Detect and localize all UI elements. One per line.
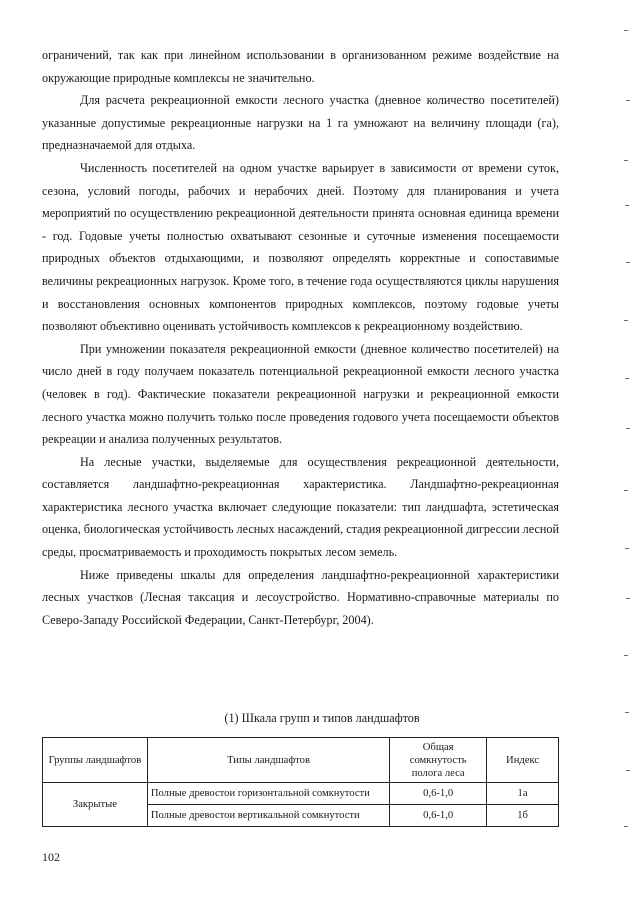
cell-type: Полные древостои горизонтальной сомкнутости: [147, 783, 389, 805]
paragraph-4: При умножении показателя рекреационной емкости (дневное количество посетителей) на число дней в году получаем показатель потенциальной рекреационной емкости лесного участка (человек в год). Фактические показатели рекреационной нагрузки и рекреационной емкости лесного участка можно получить только после проведения годового учета посещаемости объектов рекреации и анализа полученных результатов.: [42, 341, 559, 447]
paragraph-2: Для расчета рекреационной емкости лесного участка (дневное количество посетителей) указанные допустимые рекреационные нагрузки на 1 га умножают на величину площади (га), предназначаемой для отдыха.: [42, 93, 559, 153]
header-group: Группы ландшафтов: [43, 738, 148, 783]
table-row: [43, 783, 559, 805]
page-number: 102: [42, 850, 60, 864]
header-type: Типы ландшафтов: [147, 738, 389, 783]
cell-index: 1б: [487, 805, 559, 827]
landscape-scale-table: [42, 737, 559, 827]
paragraph-6: Ниже приведены шкалы для определения ландшафтно-рекреационной характеристики лесных участков (Лесная таксация и лесоустройство. Нормативно-справочные материалы по Северо-Западу Российской Федерации, Санкт-Петербург, 2004).: [42, 567, 559, 627]
cell-index: 1а: [487, 783, 559, 805]
header-closure: Общая сомкнутость полога леса: [390, 738, 487, 783]
header-index: Индекс: [487, 738, 559, 783]
cell-type: Полные древостои вертикальной сомкнутости: [147, 805, 389, 827]
cell-group: Закрытые: [43, 783, 148, 827]
table-title: (1) Шкала групп и типов ландшафтов: [224, 711, 420, 725]
paragraph-3: Численность посетителей на одном участке варьирует в зависимости от времени суток, сезона, условий погоды, рабочих и нерабочих дней. Поэтому для планирования и учета мероприятий по осуществлению рекреационной деятельности принята основная единица времени - год. Годовые учеты полностью охватывают сезонные и суточные изменения посещаемости природных объектов отдыхающими, и позволяют определять корректные и сопоставимые величины рекреационных нагрузок. Кроме того, в течение года осуществляются циклы нарушения и восстановления основных компонентов природных комплексов, поэтому годовые учеты позволяют объективно оценивать устойчивость комплексов к рекреационному воздействию.: [42, 160, 559, 334]
paragraph-5: На лесные участки, выделяемые для осуществления рекреационной деятельности, составляется ландшафтно-рекреационная характеристика. Ландшафтно-рекреационная характеристика лесного участка включает следующие показатели: тип ландшафта, эстетическая оценка, биологическая устойчивость лесных насаждений, стадия рекреационной дигрессии лесной среды, просматриваемость и проходимость покрытых лесом земель.: [42, 454, 559, 560]
table-header-row: [43, 738, 559, 783]
cell-closure: 0,6-1,0: [390, 805, 487, 827]
body-text: [42, 44, 559, 631]
paragraph-1: ограничений, так как при линейном использовании в организованном режиме воздействие на окружающие природные комплексы не значительно.: [42, 48, 559, 85]
cell-closure: 0,6-1,0: [390, 783, 487, 805]
